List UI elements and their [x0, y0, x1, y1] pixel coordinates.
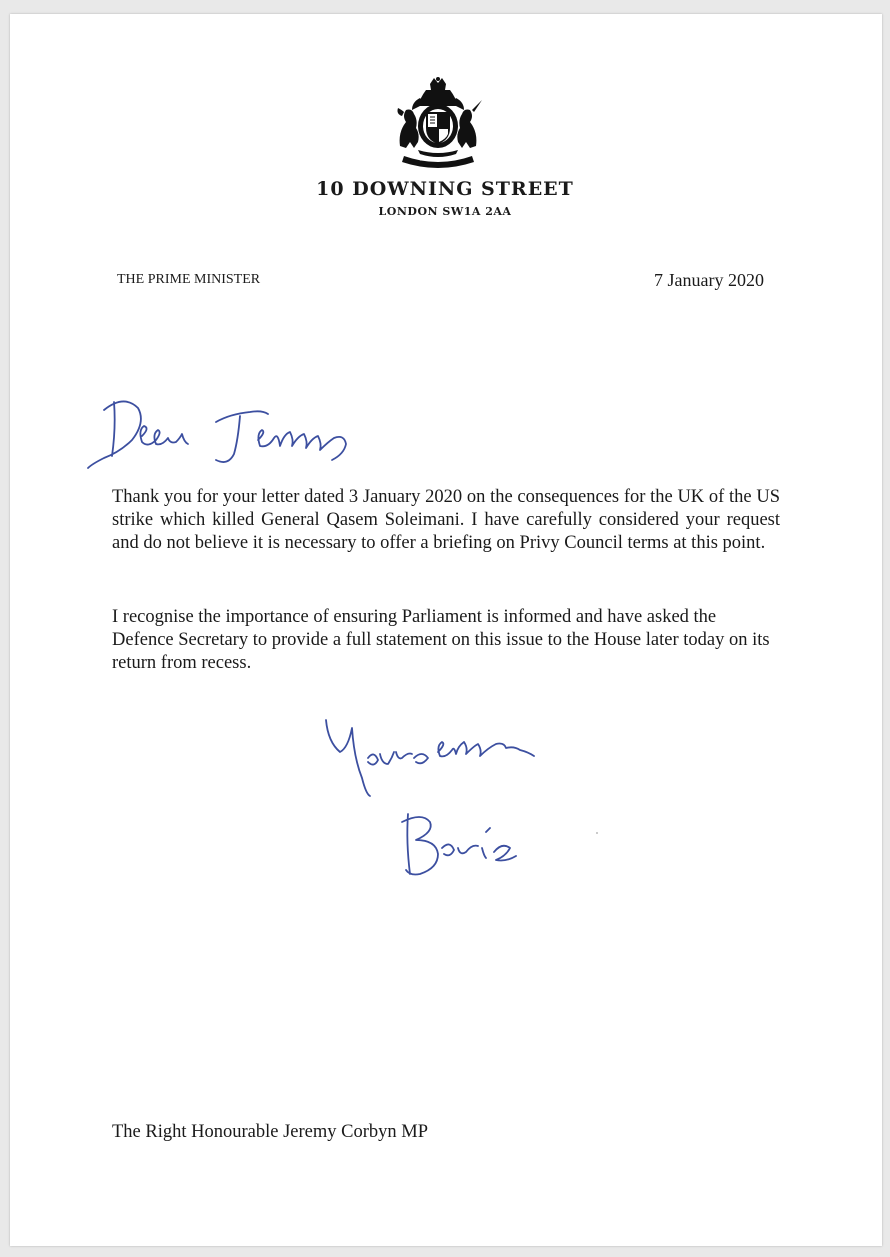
- handwritten-signoff: [318, 708, 548, 808]
- letterhead-address-street: 10 DOWNING STREET: [316, 178, 574, 200]
- handwritten-salutation: [84, 388, 374, 478]
- body-paragraph-1: Thank you for your letter dated 3 January 2020 on the consequences for the UK of the US strike which killed General Qasem Soleimani. I have carefully considered your request and do not believe it is necessary to offer a briefing on Privy Council terms at this point.: [112, 487, 780, 553]
- sender-title: THE PRIME MINISTER: [117, 272, 261, 287]
- royal-coat-of-arms-icon: [390, 76, 486, 172]
- letter-date: 7 January 2020: [654, 270, 764, 290]
- body-paragraph-2: I recognise the importance of ensuring Parliament is informed and have asked the Defence Secretary to provide a full statement on this issue to the House later today on its return from recess.: [112, 607, 770, 673]
- handwritten-signature: [392, 808, 526, 882]
- recipient-name: The Right Honourable Jeremy Corbyn MP: [112, 1122, 428, 1142]
- letterhead-address-city: LONDON SW1A 2AA: [378, 205, 512, 218]
- paper-speck: [596, 832, 598, 834]
